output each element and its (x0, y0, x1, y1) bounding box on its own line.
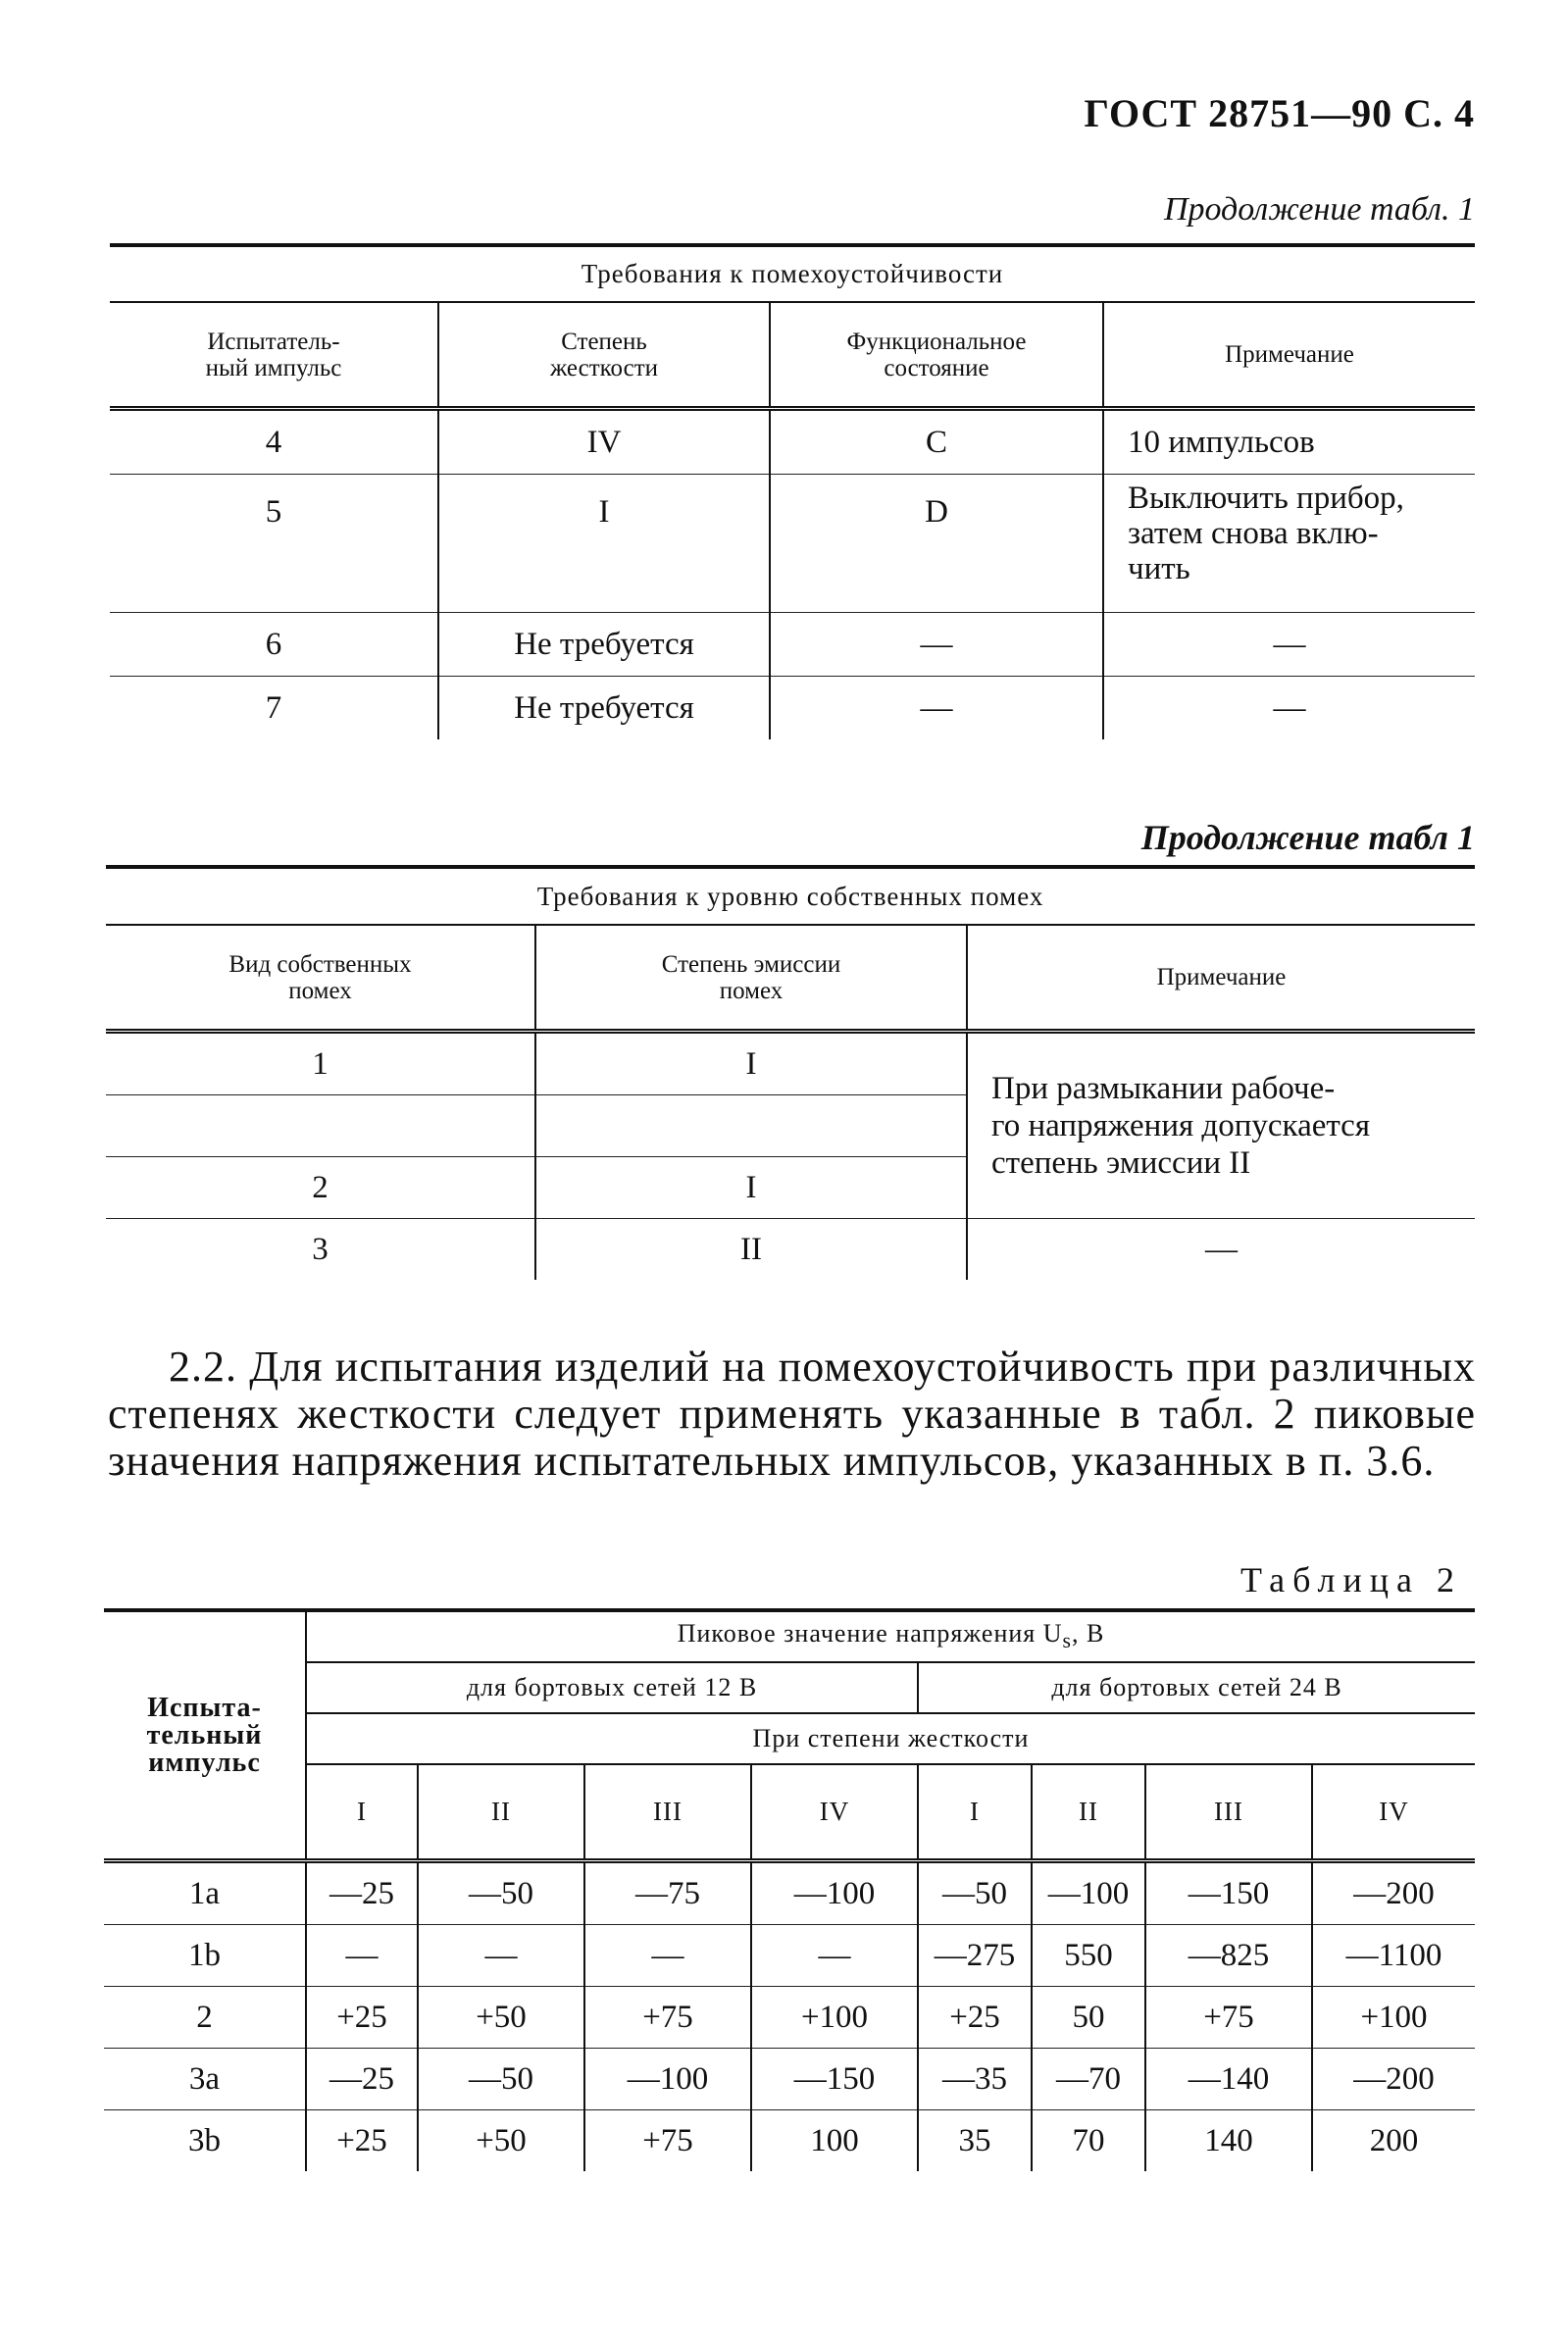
table-cell: —200 (1312, 2049, 1475, 2110)
table-cell: —50 (918, 1861, 1032, 1925)
table-cell: —50 (418, 2049, 584, 2110)
table-cell: 140 (1145, 2110, 1312, 2172)
table-cell: Не требуется (438, 613, 770, 677)
table-cell: — (751, 1925, 918, 1987)
table-cell: 50 (1032, 1987, 1145, 2049)
table-row (104, 1987, 1475, 2049)
table-cell: 6 (110, 613, 438, 677)
table-cell: 4 (110, 409, 438, 475)
table-cell: +100 (1312, 1987, 1475, 2049)
table-cell: 3 (312, 1231, 329, 1267)
table1b-continuation-label: Продолжение табл 1 (1140, 818, 1475, 857)
table-cell: +25 (918, 1987, 1032, 2049)
table-cell: +50 (418, 1987, 584, 2049)
table1b-header-emission: Степень эмиссии помех (535, 925, 967, 1032)
table2-label: Таблица 2 (1240, 1560, 1462, 1599)
table1b-header-note: Примечание (967, 925, 1475, 1032)
table-cell: D (770, 475, 1103, 613)
table1b-caption: Требования к уровню собственных помех (106, 867, 1475, 925)
table1-header-note: Примечание (1103, 302, 1475, 409)
table-cell: 200 (1312, 2110, 1475, 2172)
table-cell: 70 (1032, 2110, 1145, 2172)
table-cell: 100 (751, 2110, 918, 2172)
table-cell: —200 (1312, 1861, 1475, 1925)
table-cell: I (438, 475, 770, 613)
table1-caption: Требования к помехоустойчивости (110, 245, 1475, 302)
table2-level: IV (751, 1764, 918, 1861)
table-cell: 10 импульсов (1103, 409, 1475, 475)
table2-level: III (584, 1764, 751, 1861)
table-cell: —25 (306, 1861, 418, 1925)
table-cell: +100 (751, 1987, 918, 2049)
table-row (104, 1925, 1475, 1987)
table2-peak-subscript: s (1062, 1629, 1072, 1653)
table-cell: — (967, 1219, 1475, 1281)
table-cell: —100 (584, 2049, 751, 2110)
table-cell: — (1103, 677, 1475, 740)
table-cell: Выключить прибор, затем снова вклю- чить (1103, 475, 1475, 613)
table2-peak-header-text: Пиковое значение напряжения U (677, 1619, 1063, 1649)
table-cell: — (770, 677, 1103, 740)
table-cell: —140 (1145, 2049, 1312, 2110)
table-cell: —275 (918, 1925, 1032, 1987)
table-row (104, 2049, 1475, 2110)
table-cell: —100 (1032, 1861, 1145, 1925)
table2-level: I (918, 1764, 1032, 1861)
table2-stub-header: Испыта- тельный импульс (104, 1610, 306, 1861)
table-cell: —25 (306, 2049, 418, 2110)
table-cell: 3a (104, 2049, 306, 2110)
table-cell: 7 (265, 689, 282, 726)
table-cell: —50 (418, 1861, 584, 1925)
table-cell: —70 (1032, 2049, 1145, 2110)
table2-level: II (1032, 1764, 1145, 1861)
table2-peak-unit: , В (1071, 1619, 1105, 1649)
table1-header-state: Функциональное состояние (770, 302, 1103, 409)
table2-level: III (1145, 1764, 1312, 1861)
table2-peak-voltage (104, 1608, 1475, 2171)
table1b-header-kind: Вид собственных помех (106, 925, 535, 1032)
table-cell: 35 (918, 2110, 1032, 2172)
table-cell: — (770, 613, 1103, 677)
table2-net12-header: для бортовых сетей 12 В (306, 1662, 918, 1713)
table-cell (106, 1095, 535, 1157)
table-row (106, 1032, 1475, 1095)
table-cell: +75 (584, 2110, 751, 2172)
table-cell: IV (438, 409, 770, 475)
table-cell: +75 (584, 1987, 751, 2049)
table-row (104, 1861, 1475, 1925)
table-row (106, 1219, 1475, 1281)
table1b-merged-note: При размыкании рабоче- го напряжения допускается степень эмиссии II (967, 1032, 1475, 1219)
table-cell: — (306, 1925, 418, 1987)
table2-peak-header (306, 1610, 1475, 1662)
table-cell: — (418, 1925, 584, 1987)
table2-level: II (418, 1764, 584, 1861)
table2-level: I (306, 1764, 418, 1861)
running-head: ГОСТ 28751—90 С. 4 (1084, 91, 1475, 135)
table-cell: 1 (106, 1032, 535, 1095)
table-cell: 2 (106, 1157, 535, 1219)
table1-header-pulse: Испытатель- ный импульс (110, 302, 438, 409)
table-cell: —35 (918, 2049, 1032, 2110)
table-cell: —100 (751, 1861, 918, 1925)
table-cell: +25 (306, 2110, 418, 2172)
table-row (110, 409, 1475, 475)
table-cell (535, 1095, 967, 1157)
table1-emissions (106, 865, 1475, 1280)
table2-net24-header: для бортовых сетей 24 В (918, 1662, 1475, 1713)
table-cell: —150 (1145, 1861, 1312, 1925)
table-cell: Не требуется (438, 677, 770, 740)
table-cell: —1100 (1312, 1925, 1475, 1987)
table1-continuation-label: Продолжение табл. 1 (1163, 191, 1475, 228)
table-cell: +50 (418, 2110, 584, 2172)
table-cell: I (535, 1157, 967, 1219)
table-row (110, 677, 1475, 740)
table-cell: I (535, 1032, 967, 1095)
paragraph-2-2: 2.2. Для испытания изделий на помехоустойчивость при различных степенях жесткости следует применять указанные в табл. 2 пиковые значения напряжения испытательных импульсов, указанных в п. 3.6. (108, 1343, 1476, 1485)
table-row (110, 475, 1475, 613)
table2-level: IV (1312, 1764, 1475, 1861)
table-cell: +25 (306, 1987, 418, 2049)
table2-degree-header: При степени жесткости (306, 1713, 1475, 1764)
table-cell: II (535, 1219, 967, 1281)
table-cell: 5 (110, 475, 438, 613)
table-cell: 550 (1032, 1925, 1145, 1987)
table-row (110, 613, 1475, 677)
table-cell: —825 (1145, 1925, 1312, 1987)
table-cell: — (584, 1925, 751, 1987)
table-cell: C (770, 409, 1103, 475)
table-cell: 1a (104, 1861, 306, 1925)
table-cell: 3b (188, 2122, 221, 2158)
table-cell: +75 (1145, 1987, 1312, 2049)
table-cell: — (1103, 613, 1475, 677)
table-row (104, 2110, 1475, 2172)
table1-immunity (110, 243, 1475, 739)
table-cell: 1b (104, 1925, 306, 1987)
table-cell: —150 (751, 2049, 918, 2110)
table1-header-degree: Степень жесткости (438, 302, 770, 409)
table-cell: —75 (584, 1861, 751, 1925)
table-cell: 2 (104, 1987, 306, 2049)
